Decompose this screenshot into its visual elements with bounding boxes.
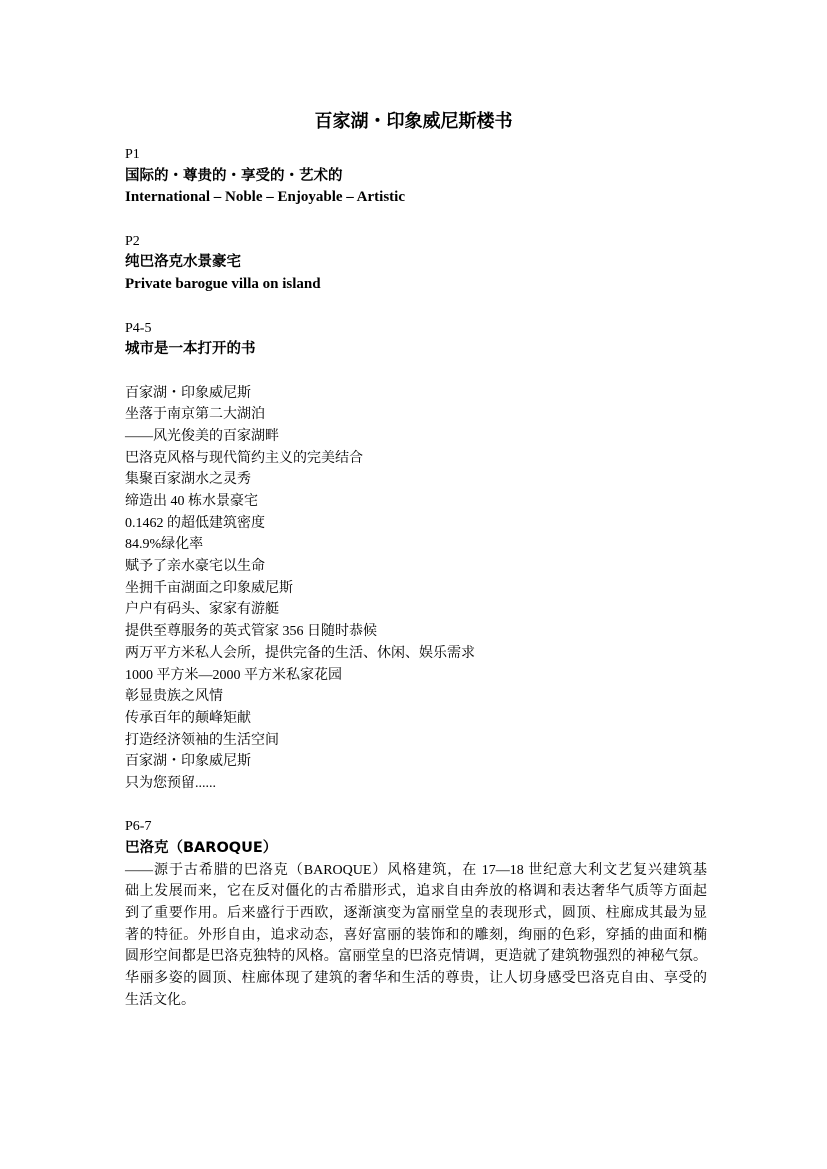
document-title: 百家湖・印象威尼斯楼书 (314, 111, 513, 132)
section-subheading: International – Noble – Enjoyable – Artistic (125, 189, 405, 206)
page-label: P4-5 (125, 320, 152, 336)
page-label: P2 (125, 233, 140, 249)
text-line: 只为您预留...... (125, 775, 216, 791)
text-line: 84.9%绿化率 (125, 537, 204, 553)
text-line: 生活文化。 (125, 992, 195, 1008)
text-line: 巴洛克风格与现代简约主义的完美结合 (125, 450, 363, 466)
text-line: 0.1462 的超低建筑密度 (125, 515, 265, 531)
section-p4-5 (125, 318, 707, 795)
text-line: ——源于古希腊的巴洛克（BAROQUE）风格建筑，在 17—18 世纪意大利文艺复兴建筑基 (125, 862, 707, 878)
section-heading: 巴洛克（BAROQUE） (125, 840, 278, 856)
text-line: 缔造出 40 栋水景豪宅 (125, 494, 258, 509)
section-heading: 国际的・尊贵的・享受的・艺术的 (125, 167, 343, 184)
section-p1 (125, 144, 707, 209)
section-p2 (125, 231, 707, 296)
text-line: 础上发展而来，它在反对僵化的古希腊形式，追求自由奔放的格调和表达奢华气质等方面起 (125, 884, 707, 900)
text-line: 百家湖・印象威尼斯 (125, 385, 251, 401)
section-paragraph (125, 860, 707, 1012)
text-line: 华丽多姿的圆顶、柱廊体现了建筑的奢华和生活的尊贵，让人切身感受巴洛克自由、享受的 (125, 971, 707, 987)
text-line: 百家湖・印象威尼斯 (125, 754, 251, 770)
text-line: 圆形空间都是巴洛克独特的风格。富丽堂皇的巴洛克情调，更造就了建筑物强烈的神秘气氛。 (125, 949, 707, 965)
section-heading: 纯巴洛克水景豪宅 (125, 254, 241, 271)
text-line: 户户有码头、家家有游艇 (125, 602, 279, 618)
page-label: P1 (125, 147, 140, 162)
text-line: 赋予了亲水豪宅以生命 (125, 559, 265, 575)
text-line: 彰显贵族之风情 (125, 689, 223, 705)
text-line: 坐落于南京第二大湖泊 (125, 407, 265, 423)
text-line: 打造经济领袖的生活空间 (125, 732, 279, 748)
text-line: 1000 平方米—2000 平方米私家花园 (125, 667, 342, 683)
section-p6-7 (125, 816, 707, 1011)
poem-lines (125, 383, 707, 795)
section-heading: 城市是一本打开的书 (125, 341, 256, 358)
text-line: 两万平方米私人会所，提供完备的生活、休闲、娱乐需求 (125, 645, 475, 661)
page-label: P6-7 (125, 819, 152, 835)
text-line: 到了重要作用。后来盛行于西欧，逐渐演变为富丽堂皇的表现形式，圆顶、柱廊成其最为显 (125, 906, 707, 922)
text-line: 传承百年的颠峰矩献 (125, 710, 251, 726)
section-subheading: Private barogue villa on island (125, 276, 321, 293)
text-line: 提供至尊服务的英式管家 356 日随时恭候 (125, 624, 377, 640)
text-line: 集聚百家湖水之灵秀 (125, 472, 251, 488)
text-line: 坐拥千亩湖面之印象威尼斯 (125, 580, 293, 596)
document-body (125, 144, 707, 1012)
text-line: ——风光俊美的百家湖畔 (125, 428, 279, 444)
text-line: 著的特征。外形自由，追求动态，喜好富丽的装饰和的雕刻，绚丽的色彩，穿插的曲面和椭 (125, 927, 707, 943)
